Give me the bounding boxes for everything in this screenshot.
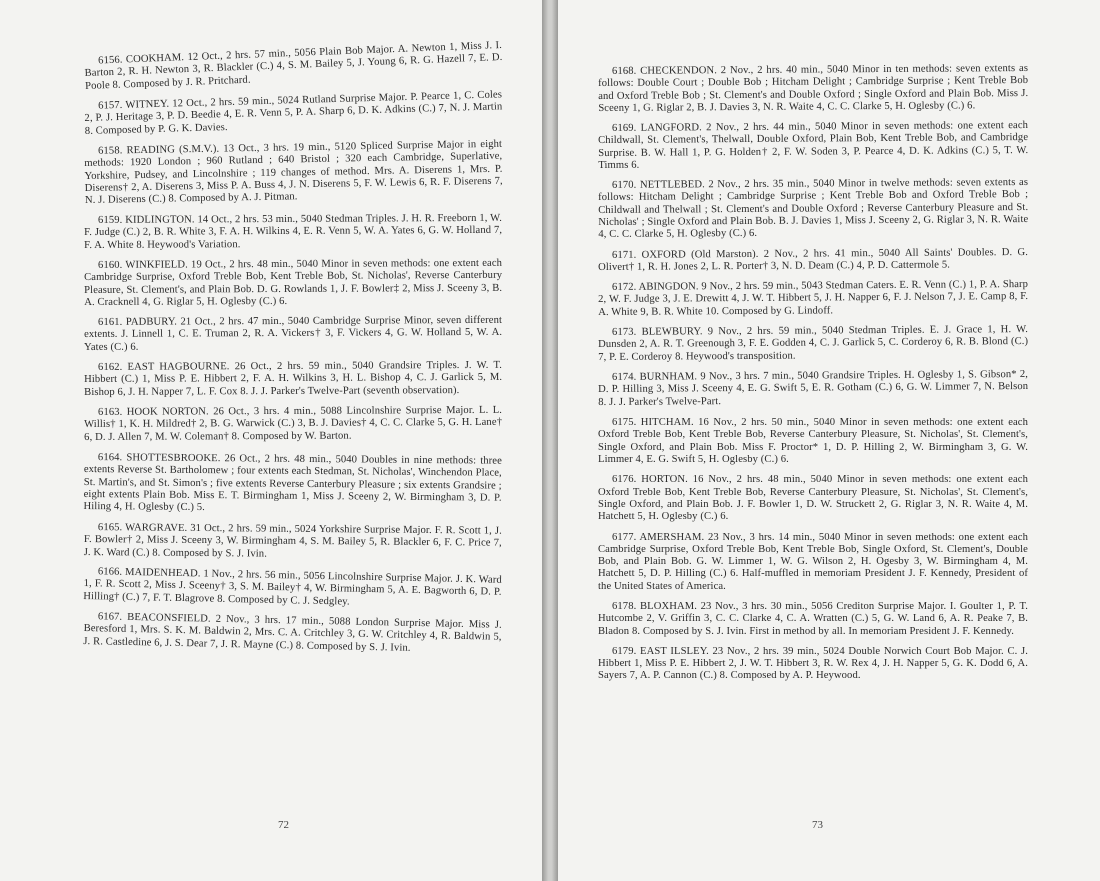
peal-entry-6164: 6164. SHOTTESBROOKE. 26 Oct., 2 hrs. 48 min., 5040 Doubles in nine methods: three extents Reverse St. Bartholomew ; four extents each Stedman, St. Nicholas', Winchendon Place, St. Martin's, and St. Simon's ; five extents Reverse Canterbury Pleasure ; six extents Grandsire ; eight extents Plain Bob. Miss E. T. Birmingham 1, Miss J. Sceeny 2, W. Birmingham 3, D. P. Hiling 4, H. Oglesby (C.) 5. <box>83 452 502 514</box>
peal-entry-6168: 6168. CHECKENDON. 2 Nov., 2 hrs. 40 min., 5040 Minor in ten methods: seven extents as follows: Double Court ; Double Bob ; Hitcham Delight ; Cambridge Surprise ; Kent Treble Bob and Oxford Treble Bob ; St. Clement's and Double Oxford ; Single Oxford and Plain Bob. Miss J. Sceeny 1, G. Riglar 2, B. J. Davies 3, N. R. Waite 4, C. C. Clarke 5, H. Oglesby (C.) 6. <box>598 62 1029 114</box>
page-number-right: 73 <box>812 819 823 831</box>
peal-entry-6161: 6161. PADBURY. 21 Oct., 2 hrs. 47 min., 5040 Cambridge Surprise Minor, seven different extents. J. Linnell 1, C. E. Truman 2, R. A. Vickers† 3, F. Vickers 4, G. W. Holland 5, W. A. Yates (C.) 6. <box>84 315 503 353</box>
peal-entry-6170: 6170. NETTLEBED. 2 Nov., 2 hrs. 35 min., 5040 Minor in twelve methods: seven extents as follows: Hitcham Delight ; Cambridge Surprise ; Kent Treble Bob and Oxford Treble Bob ; Childwall and Thelwall ; St. Clement's and Double Oxford ; Reverse Canterbury Pleasure and St. Nicholas' ; Single Oxford and Plain Bob. B. J. Davies 1, Miss J. Sceeny 2, G. Riglar 3, N. R. Waite 4, C. C. Clarke 5, H. Oglesby (C.) 6. <box>598 177 1029 241</box>
page-number-left: 72 <box>278 819 289 831</box>
peal-entry-6162: 6162. EAST HAGBOURNE. 26 Oct., 2 hrs. 59 min., 5040 Grandsire Triples. J. W. T. Hibbert (C.) 1, Miss P. E. Hibbert 2, F. A. H. Wilkins 3, H. L. Bishop 4, C. J. Garlick 5, M. Bishop 6, J. H. Napper 7, L. F. Cox 8. J. J. Parker's Twelve-Part (seventh observation). <box>84 360 503 398</box>
peal-entry-6160: 6160. WINKFIELD. 19 Oct., 2 hrs. 48 min., 5040 Minor in seven methods: one extent each Cambridge Surprise, Oxford Treble Bob, Kent Treble Bob, St. Nicholas', Reverse Canterbury Pleasure, St. Clement's, and Plain Bob. D. G. Rowlands 1, J. F. Bowler‡ 2, Miss J. Sceeny 3, B. A. Cracknell 4, G. Riglar 5, H. Oglesby (C.) 6. <box>84 257 503 309</box>
right-page <box>558 0 1100 881</box>
peal-entry-6158: 6158. READING (S.M.V.). 13 Oct., 3 hrs. 19 min., 5120 Spliced Surprise Major in eight methods: 1920 London ; 960 Rutland ; 640 Bristol ; 320 each Cambridge, Superlative, Yorkshire, Pudsey, and Lincolnshire ; 119 changes of method. Mrs. A. Diserens 1, Mrs. P. Diserens† 2, A. Diserens 3, Miss P. A. Buss 4, J. N. Diserens 5, F. W. Lewis 6, R. F. Diserens 7, N. J. Diserens (C.) 8. Composed by A. J. Pitman. <box>84 138 503 206</box>
peal-entry-6166: 6166. MAIDENHEAD. 1 Nov., 2 hrs. 56 min., 5056 Lincolnshire Surprise Major. J. K. Ward 1, F. R. Scott 2, Miss J. Sceeny† 3, S. M. Bailey† 4, W. Birmingham 5, A. E. Bagworth 6, D. P. Hilling† (C.) 7, F. T. Blagrove 8. Composed by C. J. Sedgley. <box>83 566 502 608</box>
peal-entry-6159: 6159. KIDLINGTON. 14 Oct., 2 hrs. 53 min., 5040 Stedman Triples. J. H. R. Freeborn 1, W. F. Judge (C.) 2, B. R. White 3, F. A. H. Wilkins 4, E. R. Venn 5, W. A. Yates 6, G. W. Holland 7, F. A. White 8. Heywood's Variation. <box>84 213 503 251</box>
peal-entry-6163: 6163. HOOK NORTON. 26 Oct., 3 hrs. 4 min., 5088 Lincolnshire Surprise Major. L. L. Willis† 1, K. H. Mildred† 2, B. G. Warwick (C.) 3, B. J. Davies† 4, C. C. Clarke 5, G. H. Lane† 6, D. J. Allen 7, M. W. Coleman† 8. Composed by W. Barton. <box>84 404 503 443</box>
peal-entry-6175: 6175. HITCHAM. 16 Nov., 2 hrs. 50 min., 5040 Minor in seven methods: one extent each Oxford Treble Bob, Kent Treble Bob, Reverse Canterbury Pleasure, St. Nicholas', St. Clement's, Single Oxford, and Plain Bob. Miss F. Proctor* 1, D. P. Hilling 2, W. Birmingham 3, G. W. Limmer 4, E. G. Swift 5, H. Oglesby (C.) 6. <box>598 417 1028 466</box>
peal-entry-6177: 6177. AMERSHAM. 23 Nov., 3 hrs. 14 min., 5040 Minor in seven methods: one extent each Cambridge Surprise, Oxford Treble Bob, Kent Treble Bob, Single Oxford, St. Clement's, Double Bob, and Plain Bob. G. W. Limmer 1, W. G. Wilson 2, H. Ogesby 3, W. Birmingham 4, M. Hatchett 5, D. P. Hilling (C.) 6. Half-muffled in memoriam President J. F. Kennedy, President of the United States of America. <box>598 531 1028 592</box>
peal-entry-6171: 6171. OXFORD (Old Marston). 2 Nov., 2 hrs. 41 min., 5040 All Saints' Doubles. D. G. Olivert† 1, R. H. Jones 2, L. R. Porter† 3, N. D. Deam (C.) 4, P. D. Cattermole 5. <box>598 246 1029 274</box>
peal-entry-6167: 6167. BEACONSFIELD. 2 Nov., 3 hrs. 17 min., 5088 London Surprise Major. Miss J. Beresford 1, Mrs. S. K. M. Baldwin 2, Mrs. C. A. Critchley 3, G. W. Critchley 4, R. Baldwin 5, J. R. Castledine 6, J. S. Dear 7, J. R. Mayne (C.) 8. Composed by S. J. Ivin. <box>83 611 502 654</box>
book-gutter <box>542 0 558 881</box>
left-page <box>0 0 542 881</box>
peal-entry-6174: 6174. BURNHAM. 9 Nov., 3 hrs. 7 min., 5040 Grandsire Triples. H. Oglesby 1, S. Gibson* 2, D. P. Hilling 3, Miss J. Sceeny 4, E. G. Swift 5, E. R. Gotham (C.) 6, G. W. Limmer 7, N. Belson 8. J. J. Parker's Twelve-Part. <box>598 369 1029 408</box>
peal-entry-6172: 6172. ABINGDON. 9 Nov., 2 hrs. 59 min., 5043 Stedman Caters. E. R. Venn (C.) 1, P. A. Sharp 2, W. F. Judge 3, J. E. Drewitt 4, J. W. T. Hibbert 5, J. H. Napper 6, F. J. Nelson 7, J. E. Camp 8, F. A. White 9, B. R. White 10. Composed by G. Lindoff. <box>598 279 1029 319</box>
peal-entry-6178: 6178. BLOXHAM. 23 Nov., 3 hrs. 30 min., 5056 Crediton Surprise Major. I. Goulter 1, P. T. Hutcombe 2, V. Griffin 3, C. C. Clarke 4, C. A. Wratten (C.) 5, G. W. Land 6, A. R. Peake 7, B. Bladon 8. Composed by S. J. Ivin. First in method by all. In memoriam President J. F. Kennedy. <box>598 600 1028 637</box>
peal-entry-6169: 6169. LANGFORD. 2 Nov., 2 hrs. 44 min., 5040 Minor in seven methods: one extent each Childwall, St. Clement's, Thelwall, Double Oxford, Plain Bob, Kent Treble Bob, and Cambridge Surprise. B. W. Hall 1, P. G. Holden† 2, F. W. Soden 3, P. Pearce 4, D. K. Adkins (C.) 5, T. W. Timms 6. <box>598 120 1029 172</box>
peal-entry-6157: 6157. WITNEY. 12 Oct., 2 hrs. 59 min., 5024 Rutland Surprise Major. P. Pearce 1, C. Coles 2, P. J. Heritage 3, P. D. Beedie 4, E. R. Venn 5, P. A. Sharp 6, D. K. Adkins (C.) 7, N. J. Martin 8. Composed by P. G. K. Davies. <box>84 89 503 137</box>
peal-entry-6173: 6173. BLEWBURY. 9 Nov., 2 hrs. 59 min., 5040 Stedman Triples. E. J. Grace 1, H. W. Dunsden 2, A. R. T. Greenough 3, F. E. Godden 4, C. J. Garlick 5, C. Corderoy 6, R. B. Blond (C.) 7, P. E. Corderoy 8. Heywood's transposition. <box>598 324 1029 363</box>
peal-entry-6176: 6176. HORTON. 16 Nov., 2 hrs. 48 min., 5040 Minor in seven methods: one extent each Oxford Treble Bob, Kent Treble Bob, Reverse Canterbury Pleasure, St. Nicholas', St. Clement's, Single Oxford, and Plain Bob. J. F. Bowler 1, D. W. Struckett 2, G. Riglar 3, N. R. Waite 4, M. Hatchett 5, H. Oglesby (C.) 6. <box>598 474 1028 523</box>
peal-entry-6156: 6156. COOKHAM. 12 Oct., 2 hrs. 57 min., 5056 Plain Bob Major. A. Newton 1, Miss J. I. Barton 2, R. H. Newton 3, R. Blackler (C.) 4, S. M. Bailey 5, J. Young 6, R. G. Hazell 7, E. D. Poole 8. Composed by J. R. Pritchard. <box>84 39 503 92</box>
peal-entry-6165: 6165. WARGRAVE. 31 Oct., 2 hrs. 59 min., 5024 Yorkshire Surprise Major. F. R. Scott 1, J. F. Bowler† 2, Miss J. Sceeny 3, W. Birmingham 4, S. M. Bailey 5, R. Blackler 6, F. C. Price 7, J. K. Ward (C.) 8. Composed by S. J. Ivin. <box>83 521 502 559</box>
peal-entry-6179: 6179. EAST ILSLEY. 23 Nov., 2 hrs. 39 min., 5024 Double Norwich Court Bob Major. C. J. Hibbert 1, Miss P. E. Hibbert 2, J. W. T. Hibbert 3, R. W. Rex 4, J. H. Napper 5, G. K. Dodd 6, A. Sayers 7, A. P. Cannon (C.) 8. Composed by A. P. Heywood. <box>598 645 1028 682</box>
